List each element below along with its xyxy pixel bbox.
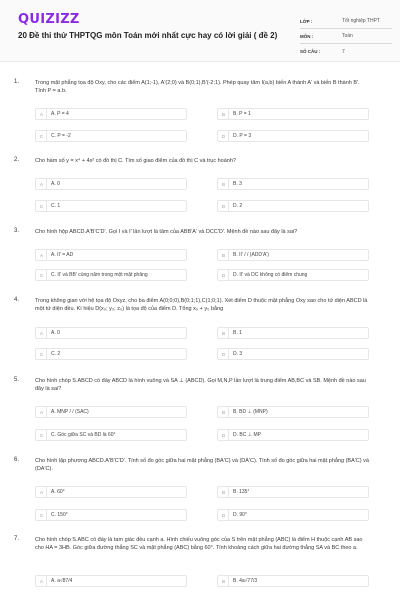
option-letter: D bbox=[219, 131, 229, 141]
option-c[interactable] bbox=[35, 429, 187, 441]
option-a[interactable] bbox=[35, 249, 187, 261]
option-b[interactable] bbox=[217, 108, 369, 120]
option-letter: C bbox=[37, 201, 47, 211]
option-letter: A bbox=[37, 407, 47, 417]
option-c[interactable] bbox=[35, 130, 187, 142]
option-letter: C bbox=[37, 430, 47, 440]
option-text: A. II' = AD bbox=[51, 252, 74, 258]
option-letter: D bbox=[219, 201, 229, 211]
option-letter: D bbox=[219, 270, 229, 280]
option-text: B. BD ⊥ (MNP) bbox=[233, 409, 268, 415]
question-text: Trong mặt phẳng tọa độ Oxy, cho các điểm A(1;-1), A'(2;0) và B(0;1),B'(-2;1). Phép quay tâm I(a,b) biến A thành A' và biến B thành B'. Tính P = a.b. bbox=[35, 80, 360, 94]
option-text: D. 3 bbox=[233, 351, 243, 357]
option-b[interactable] bbox=[217, 486, 369, 498]
option-letter: D bbox=[219, 510, 229, 520]
question-number: 6. bbox=[14, 457, 20, 463]
question-number: 5. bbox=[14, 377, 20, 383]
option-text: B. 135° bbox=[233, 489, 250, 495]
option-letter: D bbox=[219, 349, 229, 359]
question-text: Cho hình chóp S.ABCD có đáy ABCD là hình vuông và SA ⊥ (ABCD). Gọi M,N,P lần lượt là trung điểm AB,BC và SB. Mệnh đề nào sau đây là sai? bbox=[35, 378, 366, 392]
question-number: 7. bbox=[14, 536, 20, 542]
question-text: Trong không gian với hệ tọa độ Oxyz, cho ba điểm A(0;0;0),B(0;1;1),C(1;0;1). Xét điểm D thuộc mặt phẳng Oxy sao cho tứ diện ABCD là một tứ diện đều. Kí hiệu D(x₀; y₀; z₀) là tọa độ của điểm D. Tổng x₀ + y₀ bằng bbox=[35, 298, 368, 312]
option-letter: B bbox=[219, 576, 229, 586]
question-number: 4. bbox=[14, 297, 20, 303]
option-c[interactable] bbox=[35, 200, 187, 212]
question-text: Cho hình hộp ABCD.A'B'C'D'. Gọi I và I' lần lượt là tâm của ABB'A' và DCC'D'. Mệnh đề nào sau đây là sai? bbox=[35, 229, 298, 235]
option-letter: A bbox=[37, 250, 47, 260]
option-letter: C bbox=[37, 131, 47, 141]
option-text: C. II' và BB' cùng nằm trong một mặt phẳng bbox=[51, 272, 148, 278]
option-text: A. 0 bbox=[51, 181, 60, 187]
option-text: C. 150° bbox=[51, 512, 68, 518]
document-title: 20 Đề thi thử THPTQG môn Toán mới nhất cực hay có lời giải ( đề 2) bbox=[18, 31, 278, 40]
meta-table bbox=[300, 14, 392, 59]
option-text: C. 2 bbox=[51, 351, 61, 357]
option-text: D. BC ⊥ MP bbox=[233, 432, 261, 438]
option-text: A. 60° bbox=[51, 489, 65, 495]
meta-row-subject bbox=[300, 29, 392, 44]
option-letter: C bbox=[37, 270, 47, 280]
option-text: B. II' / / (ADD'A') bbox=[233, 252, 269, 258]
option-letter: C bbox=[37, 510, 47, 520]
option-letter: B bbox=[219, 328, 229, 338]
option-a[interactable] bbox=[35, 486, 187, 498]
option-text: D. P = 3 bbox=[233, 133, 252, 139]
option-b[interactable] bbox=[217, 406, 369, 418]
option-d[interactable] bbox=[217, 509, 369, 521]
option-d[interactable] bbox=[217, 348, 369, 360]
option-text: C. 1 bbox=[51, 203, 61, 209]
meta-key: MÔN : bbox=[300, 33, 314, 39]
option-a[interactable] bbox=[35, 575, 187, 587]
option-c[interactable] bbox=[35, 269, 187, 281]
option-a[interactable] bbox=[35, 406, 187, 418]
question-number: 1. bbox=[14, 79, 20, 85]
meta-value: Tốt nghiệp THPT bbox=[342, 18, 380, 24]
option-letter: B bbox=[219, 250, 229, 260]
option-letter: C bbox=[37, 349, 47, 359]
question-text: Cho hình lập phương ABCD.A'B'C'D'. Tính số đo góc giữa hai mặt phẳng (BA'C) và (DA'C). Tính số đo góc giữa hai mặt phẳng (BA'C) và (DA'C). bbox=[35, 458, 369, 472]
option-b[interactable] bbox=[217, 575, 369, 587]
option-text: A. a√87/4 bbox=[51, 578, 73, 584]
option-letter: A bbox=[37, 576, 47, 586]
option-text: B. 1 bbox=[233, 330, 242, 336]
option-a[interactable] bbox=[35, 178, 187, 190]
question-number: 2. bbox=[14, 157, 20, 163]
option-letter: B bbox=[219, 179, 229, 189]
option-a[interactable] bbox=[35, 327, 187, 339]
meta-row-count bbox=[300, 44, 392, 59]
option-letter: A bbox=[37, 328, 47, 338]
option-text: A. MNP / / (SAC) bbox=[51, 409, 89, 415]
meta-row-class bbox=[300, 14, 392, 29]
option-letter: A bbox=[37, 487, 47, 497]
option-letter: B bbox=[219, 109, 229, 119]
option-text: D. II' và DC không có điểm chung bbox=[233, 272, 308, 278]
option-letter: B bbox=[219, 487, 229, 497]
option-letter: A bbox=[37, 109, 47, 119]
option-text: D. 2 bbox=[233, 203, 243, 209]
option-text: A. P = 4 bbox=[51, 111, 69, 117]
meta-key: SỐ CÂU : bbox=[300, 49, 321, 54]
question-text: Cho hàm số y = x⁴ + 4x² có đồ thị C. Tìm số giao điểm của đồ thị C và trục hoành? bbox=[35, 158, 236, 164]
option-d[interactable] bbox=[217, 130, 369, 142]
question-text: Cho hình chóp S.ABC có đáy là tam giác đều cạnh a. Hình chiếu vuông góc của S trên mặt phẳng (ABC) là điểm H thuộc cạnh AB sao cho HA = 3HB. Góc giữa đường thẳng SC và mặt phẳng (ABC) bằng 60°. Tính khoảng cách giữa hai đường thẳng SA và BC theo a. bbox=[35, 537, 363, 551]
option-b[interactable] bbox=[217, 178, 369, 190]
option-letter: B bbox=[219, 407, 229, 417]
option-d[interactable] bbox=[217, 269, 369, 281]
meta-value: Toán bbox=[342, 33, 353, 39]
option-c[interactable] bbox=[35, 348, 187, 360]
option-text: B. 3 bbox=[233, 181, 242, 187]
question-number: 3. bbox=[14, 228, 20, 234]
option-a[interactable] bbox=[35, 108, 187, 120]
document-header bbox=[0, 0, 400, 62]
option-d[interactable] bbox=[217, 429, 369, 441]
option-c[interactable] bbox=[35, 509, 187, 521]
option-text: A. 0 bbox=[51, 330, 60, 336]
option-text: B. P = 1 bbox=[233, 111, 251, 117]
option-b[interactable] bbox=[217, 327, 369, 339]
option-text: C. Góc giữa SC và BD là 60° bbox=[51, 432, 116, 438]
option-text: D. 90° bbox=[233, 512, 247, 518]
meta-key: LỚP : bbox=[300, 18, 313, 24]
option-letter: D bbox=[219, 430, 229, 440]
option-text: C. P = -2 bbox=[51, 133, 71, 139]
option-b[interactable] bbox=[217, 249, 369, 261]
option-letter: A bbox=[37, 179, 47, 189]
option-d[interactable] bbox=[217, 200, 369, 212]
quizizz-logo: QUIZIZZ bbox=[18, 12, 80, 27]
option-text: B. 4a√77/3 bbox=[233, 578, 258, 584]
meta-value: 7 bbox=[342, 48, 345, 55]
